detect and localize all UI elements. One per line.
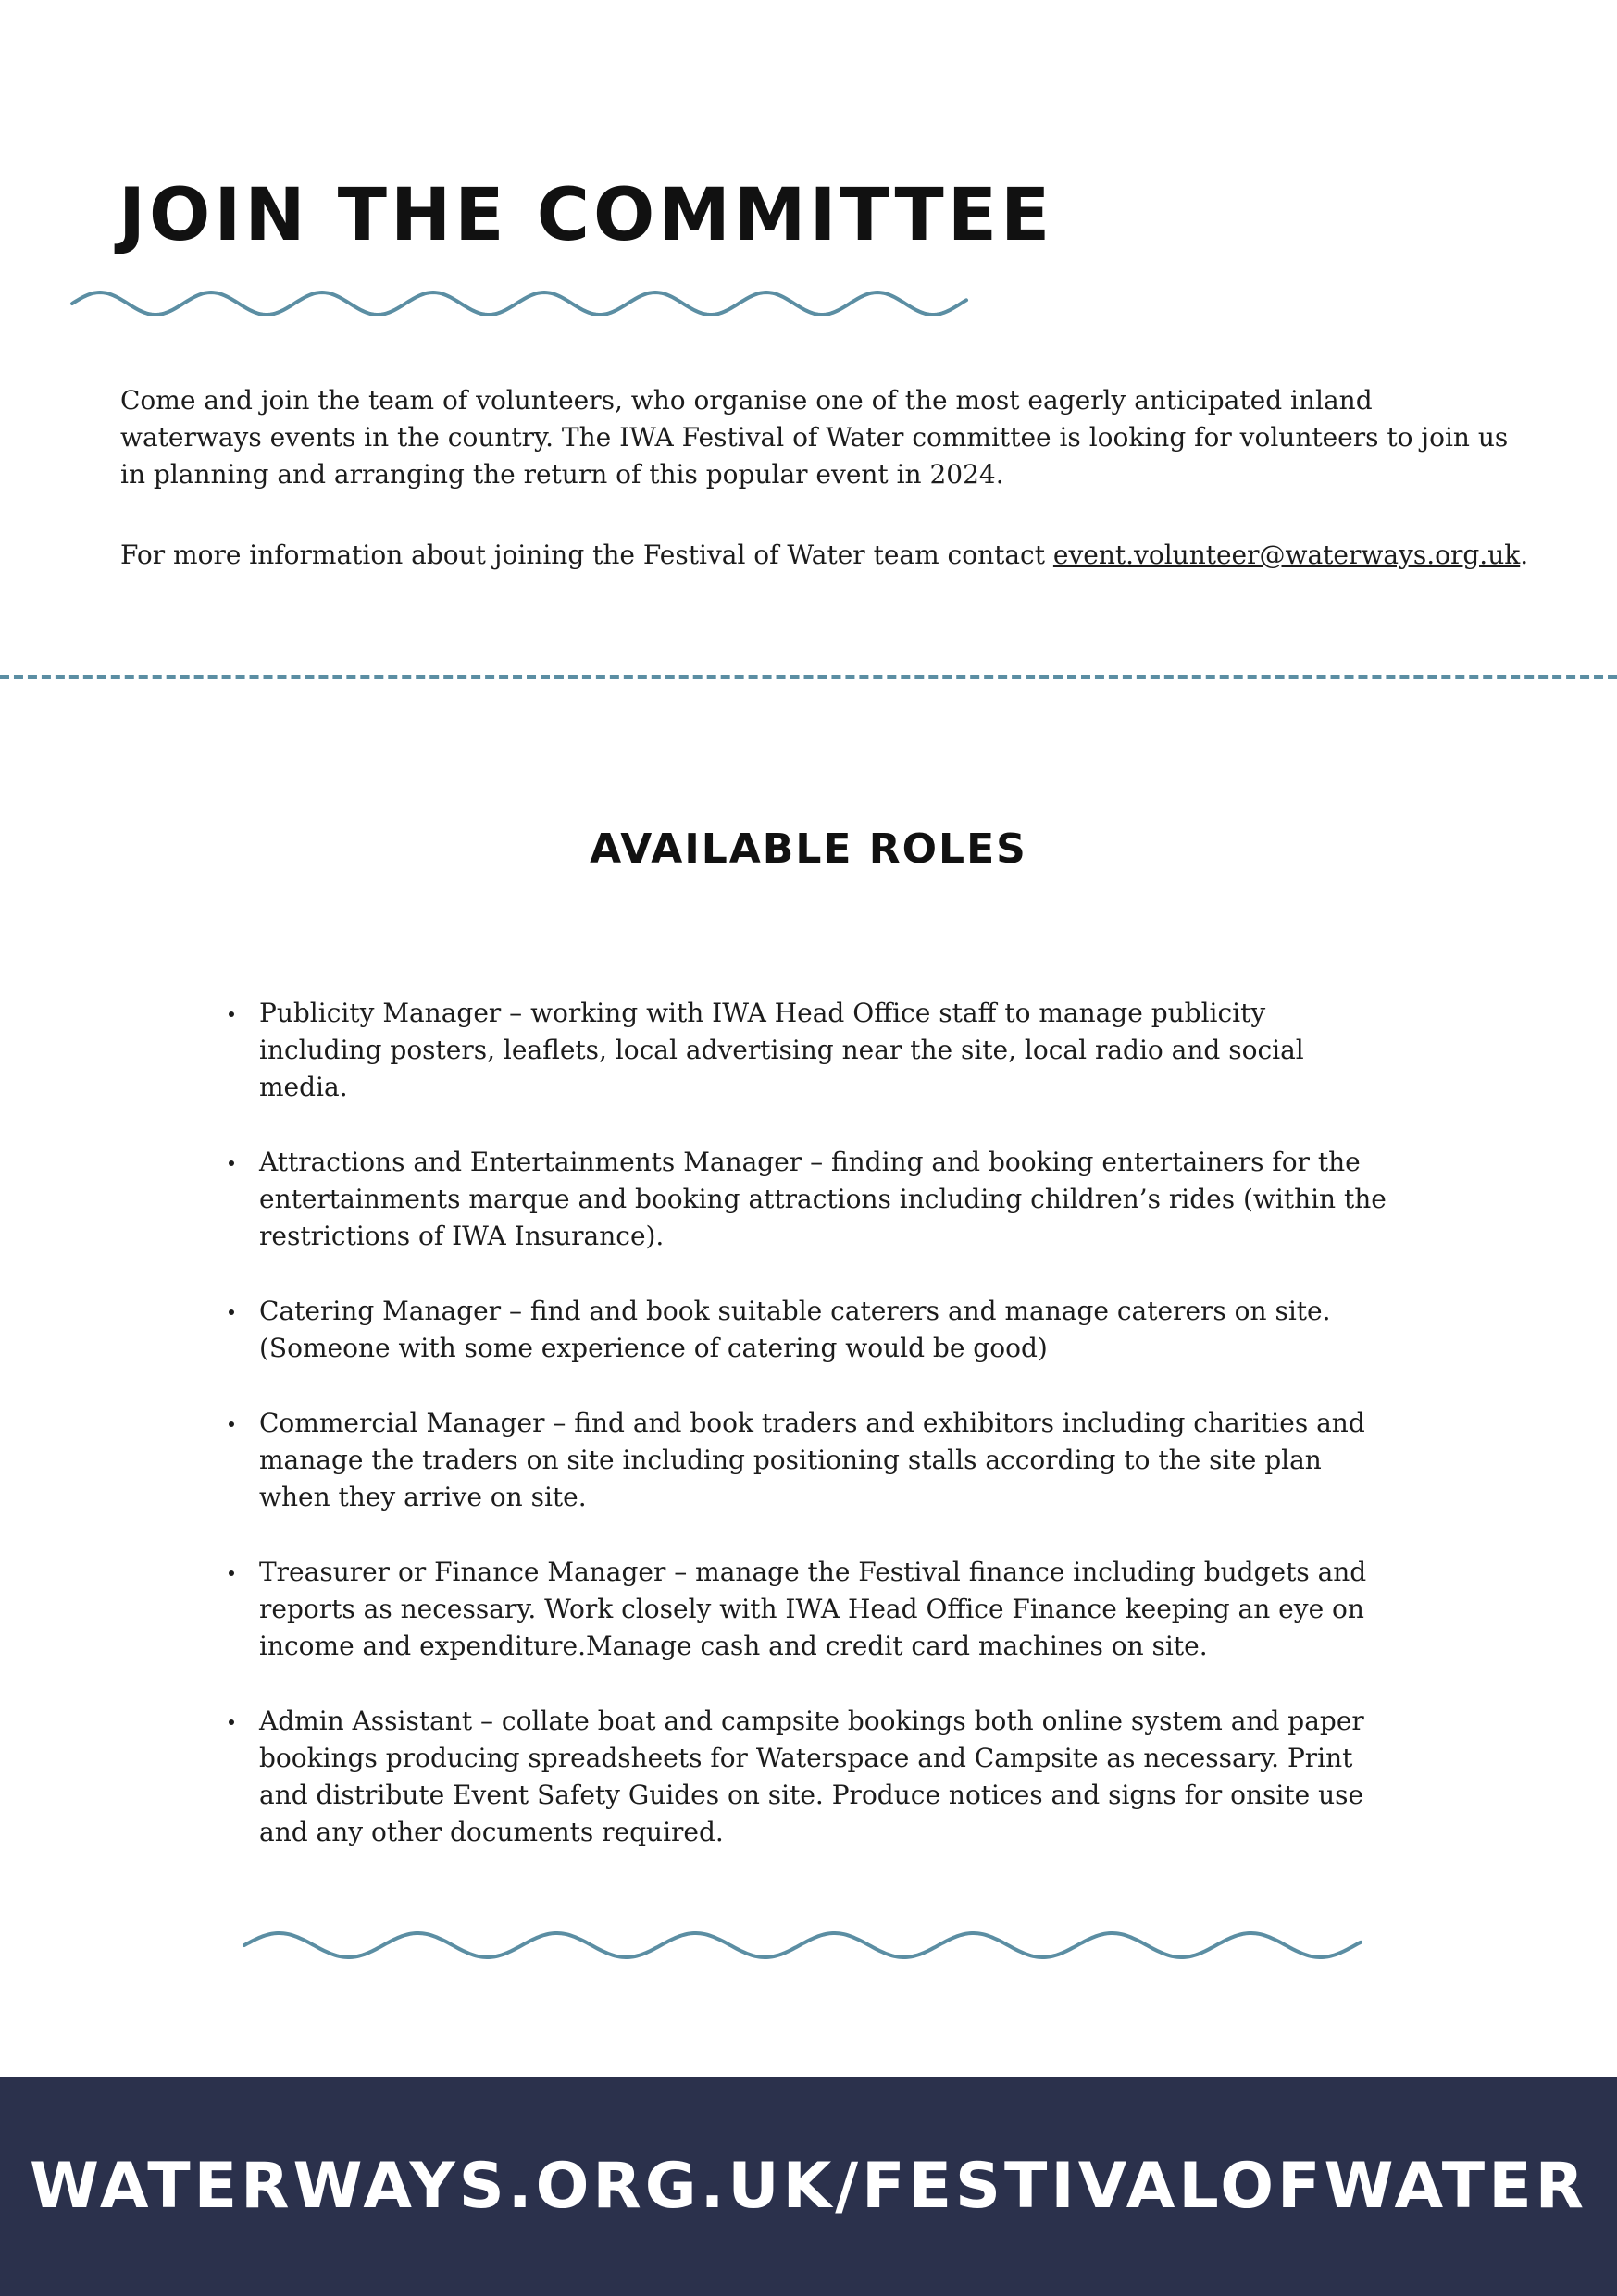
footer-banner	[0, 2077, 1617, 2296]
role-item-treasurer: Treasurer or Finance Manager – manage the Festival finance including budgets and reports as necessary. Work closely with IWA Head Office Finance keeping an eye on income and expenditure.Manage cash and credit card machines on site.	[259, 1554, 1388, 1665]
contact-email-link[interactable]: event.volunteer@waterways.org.uk	[1052, 540, 1521, 570]
bottom-wave-line	[244, 1933, 1361, 1957]
role-item-attractions-manager: Attractions and Entertainments Manager – finding and booking entertainers for the entertainments marque and booking attractions including children’s rides (within the restrictions of IWA Insurance).	[259, 1144, 1388, 1255]
top-wave-line	[72, 292, 966, 315]
contact-suffix: .	[1520, 540, 1529, 570]
role-item-catering-manager: Catering Manager – find and book suitable caterers and manage caterers on site. (Someone with some experience of catering would be good)	[259, 1293, 1388, 1367]
intro-paragraph: Come and join the team of volunteers, who organise one of the most eagerly anticipated inland waterways events in the country. The IWA Festival of Water committee is looking for volunteers to join us in planning and arranging the return of this popular event in 2024.	[120, 385, 1509, 490]
roles-heading: AVAILABLE ROLES	[590, 825, 1027, 873]
role-item-publicity-manager: Publicity Manager – working with IWA Head Office staff to manage publicity including posters, leaflets, local advertising near the site, local radio and social media.	[259, 995, 1388, 1106]
footer-website-url[interactable]: WATERWAYS.ORG.UK/FESTIVALOFWATER	[29, 2150, 1588, 2223]
bottom-wave-decoration	[244, 1919, 1364, 1975]
top-wave-decoration	[72, 278, 970, 333]
contact-line	[120, 537, 1527, 574]
role-item-commercial-manager: Commercial Manager – find and book traders and exhibitors including charities and manage the traders on site including positioning stalls according to the site plan when they arrive on site.	[259, 1405, 1388, 1516]
contact-prefix: For more information about joining the Festival of Water team contact	[120, 540, 1053, 570]
page-title: JOIN THE COMMITTEE	[118, 174, 1054, 257]
role-item-admin-assistant: Admin Assistant – collate boat and campsite bookings both online system and paper bookings producing spreadsheets for Waterspace and Campsite as necessary. Print and distribute Event Safety Guides on site. Produce notices and signs for onsite use and any other documents required.	[259, 1703, 1388, 1851]
dashed-divider	[0, 675, 1617, 679]
roles-list	[259, 995, 1388, 1889]
